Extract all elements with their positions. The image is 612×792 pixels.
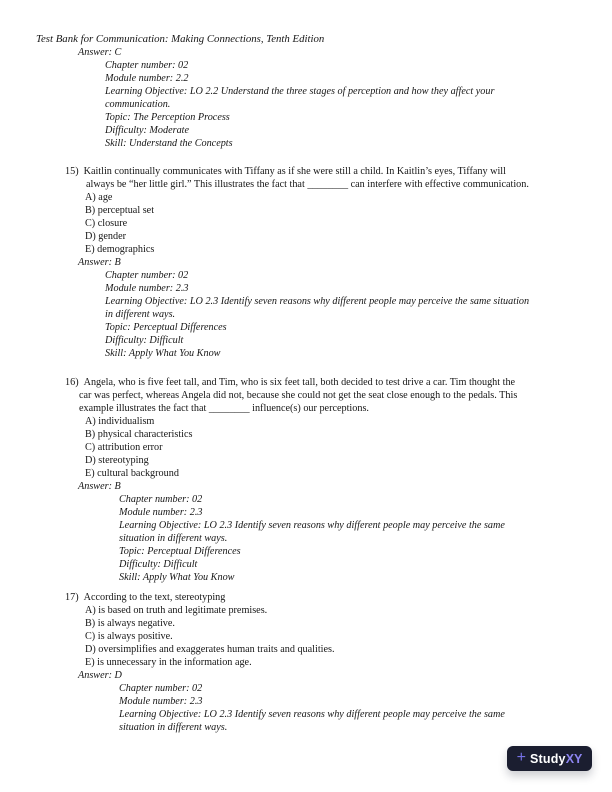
- question-stem-text: Kaitlin continually communicates with Tiffany as if she were still a child. In Kaitlin’s eyes, Tiffany will: [83, 166, 506, 177]
- meta-line-learning-objective-cont: communication.: [105, 99, 171, 110]
- question-stem-text: According to the text, stereotyping: [83, 592, 226, 603]
- question-17: [0, 591, 612, 734]
- option-b: B) perceptual set: [85, 205, 155, 216]
- meta-line-learning-objective: Learning Objective: LO 2.3 Identify seven reasons why different people may perceive the same: [119, 520, 505, 531]
- meta-line-learning-objective: Learning Objective: LO 2.3 Identify seven reasons why different people may perceive the same: [119, 709, 505, 720]
- meta-line-difficulty: Difficulty: Difficult: [119, 559, 198, 570]
- option-d: D) oversimplifies and exaggerates human traits and qualities.: [85, 644, 335, 655]
- document-title: Test Bank for Communication: Making Connections, Tenth Edition: [36, 33, 325, 45]
- question-stem-line: example illustrates the fact that ________ influence(s) our perceptions.: [79, 403, 369, 414]
- option-a: A) is based on truth and legitimate premises.: [85, 605, 268, 616]
- meta-line-skill: Skill: Apply What You Know: [119, 572, 235, 583]
- meta-line-difficulty: Difficulty: Moderate: [105, 125, 190, 136]
- option-e: E) demographics: [85, 244, 155, 255]
- question-number: 15): [65, 166, 79, 177]
- question-16: [0, 376, 612, 584]
- meta-line-chapter: Chapter number: 02: [119, 494, 203, 505]
- meta-line-skill: Skill: Apply What You Know: [105, 348, 221, 359]
- question-15: [0, 165, 612, 360]
- option-b: B) physical characteristics: [85, 429, 193, 440]
- meta-line-topic: Topic: Perceptual Differences: [105, 322, 227, 333]
- meta-line-module: Module number: 2.3: [119, 507, 203, 518]
- answer-line: Answer: B: [78, 257, 121, 268]
- answer-line: Answer: D: [78, 670, 122, 681]
- meta-line-topic: Topic: Perceptual Differences: [119, 546, 241, 557]
- question-number: 17): [65, 592, 79, 603]
- question-stem-line: always be “her little girl.” This illustrates the fact that ________ can interfere with effective communication.: [86, 179, 529, 190]
- meta-line-module: Module number: 2.2: [105, 73, 189, 84]
- option-b: B) is always negative.: [85, 618, 175, 629]
- meta-line-learning-objective-cont: situation in different ways.: [119, 722, 228, 733]
- meta-line-topic: Topic: The Perception Process: [105, 112, 230, 123]
- studyxy-logo[interactable]: [507, 746, 592, 771]
- option-d: D) stereotyping: [85, 455, 149, 466]
- option-e: E) cultural background: [85, 468, 179, 479]
- brand-xy: XY: [565, 751, 583, 766]
- meta-line-learning-objective: Learning Objective: LO 2.3 Identify seven reasons why different people may perceive the same situation: [105, 296, 530, 307]
- option-a: A) age: [85, 192, 113, 203]
- option-c: C) attribution error: [85, 442, 163, 453]
- option-c: C) closure: [85, 218, 128, 229]
- question-stem-text: Angela, who is five feet tall, and Tim, who is six feet tall, both decided to test drive a car. Tim thought the: [83, 377, 516, 388]
- meta-line-chapter: Chapter number: 02: [105, 270, 189, 281]
- answer-line: Answer: C: [78, 47, 122, 58]
- meta-line-difficulty: Difficulty: Difficult: [105, 335, 184, 346]
- option-a: A) individualism: [85, 416, 155, 427]
- meta-line-chapter: Chapter number: 02: [105, 60, 189, 71]
- meta-line-module: Module number: 2.3: [105, 283, 189, 294]
- question-number: 16): [65, 377, 79, 388]
- meta-line-module: Module number: 2.3: [119, 696, 203, 707]
- meta-line-learning-objective-cont: situation in different ways.: [119, 533, 228, 544]
- plus-icon: +: [516, 749, 526, 766]
- question-stem-line: [0, 165, 612, 178]
- question-stem-line: [0, 591, 612, 604]
- question-stem-line: [0, 376, 612, 389]
- brand-study: Study: [529, 751, 566, 766]
- meta-line-learning-objective: Learning Objective: LO 2.2 Understand the three stages of perception and how they affect your: [105, 86, 495, 97]
- question-stem-line: car was perfect, whereas Angela did not, because she could not get the seat close enough to the pedals. This: [79, 390, 518, 401]
- meta-line-skill: Skill: Understand the Concepts: [105, 138, 233, 149]
- meta-line-chapter: Chapter number: 02: [119, 683, 203, 694]
- answer-line: Answer: B: [78, 481, 121, 492]
- option-e: E) is unnecessary in the information age.: [85, 657, 252, 668]
- option-d: D) gender: [85, 231, 127, 242]
- meta-line-learning-objective-cont: in different ways.: [105, 309, 176, 320]
- option-c: C) is always positive.: [85, 631, 173, 642]
